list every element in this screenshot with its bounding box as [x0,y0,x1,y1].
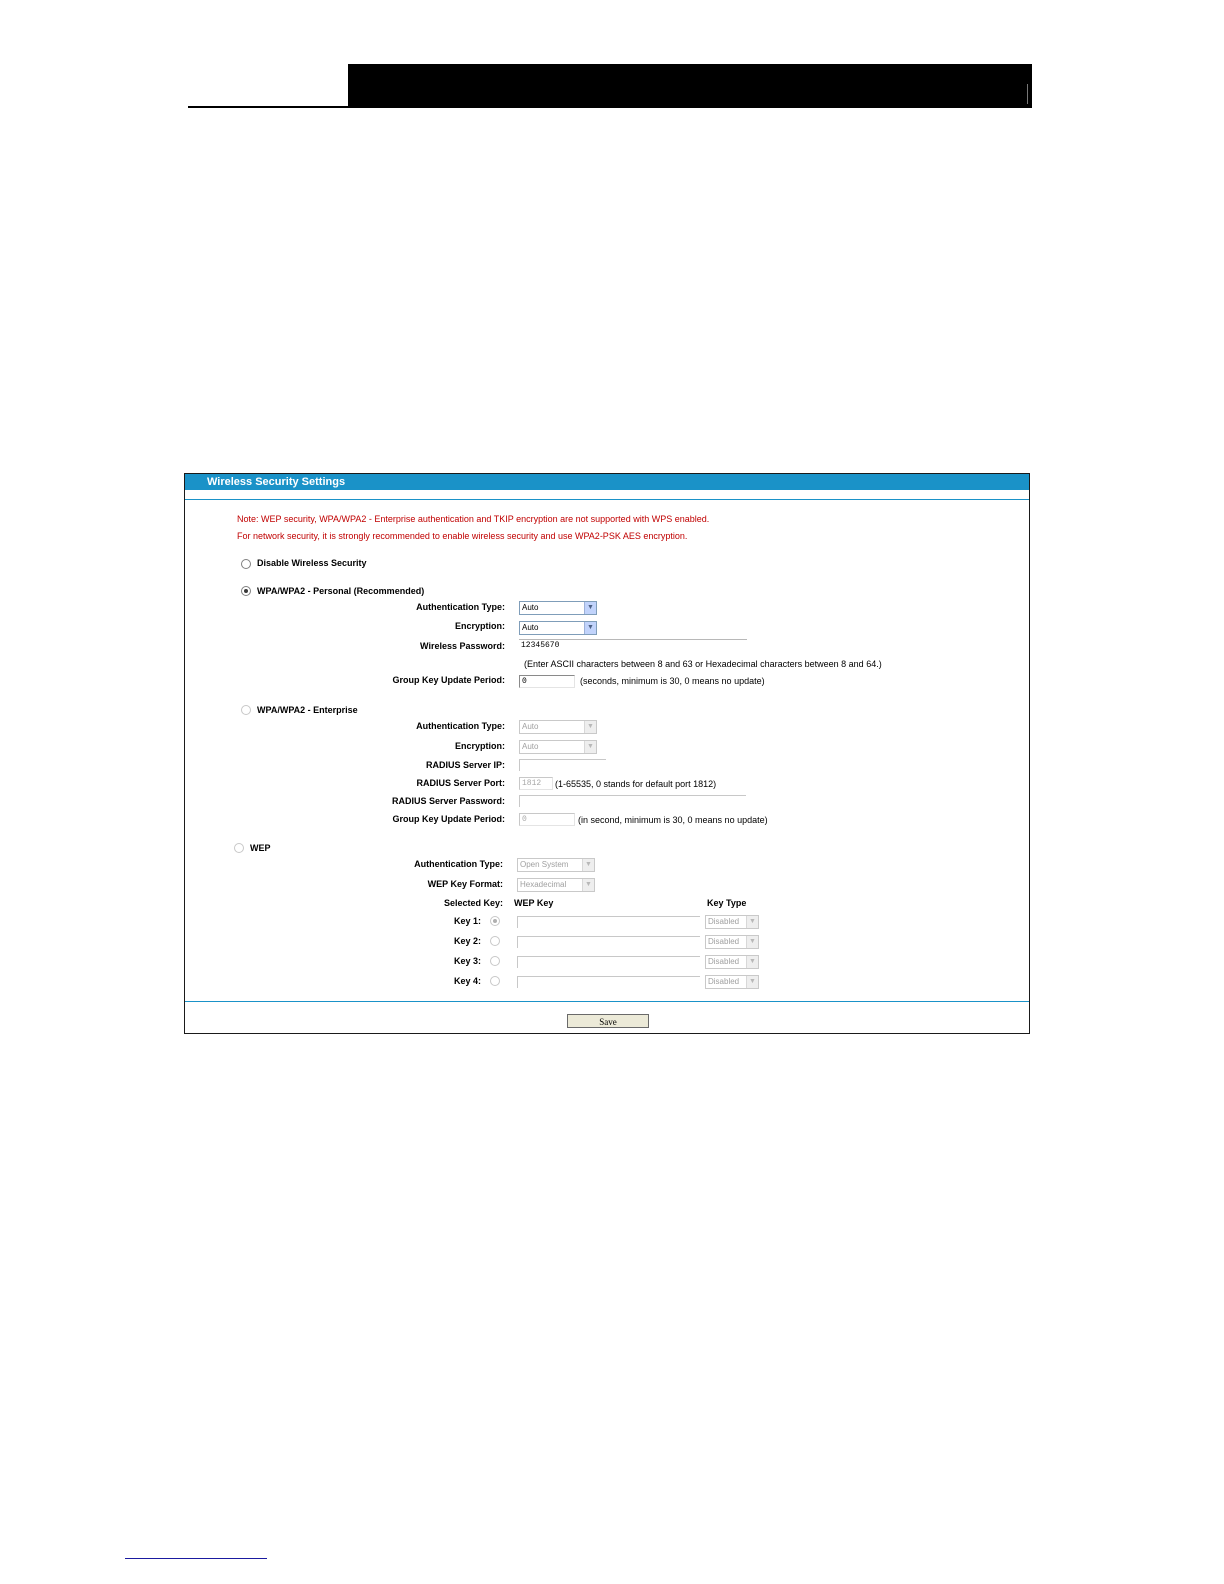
security-recommendation-note: For network security, it is strongly recommended to enable wireless security and use WPA2-PSK AES encryption. [237,531,688,541]
wireless-password-label: Wireless Password: [420,641,505,651]
chevron-down-icon: ▼ [584,721,596,733]
key-2-radio[interactable] [490,936,500,946]
wpa-enterprise-label: WPA/WPA2 - Enterprise [257,705,358,715]
key-2-label: Key 2: [453,936,481,946]
enterprise-auth-type-label: Authentication Type: [416,721,505,731]
key-4-label: Key 4: [453,976,481,986]
wpa-personal-radio[interactable] [241,586,251,596]
wep-key-format-value: Hexadecimal [520,880,567,889]
chevron-down-icon: ▼ [582,859,594,871]
panel-title-bar [185,474,1029,490]
key-3-type-select[interactable] [705,955,759,969]
key-2-type-value: Disabled [708,937,740,946]
key-3-radio[interactable] [490,956,500,966]
key-2-type-select[interactable] [705,935,759,949]
radius-port-input[interactable]: 1812 [519,777,553,790]
key-1-input[interactable] [517,916,700,928]
personal-auth-type-select[interactable] [519,601,597,615]
wep-label: WEP [250,843,271,853]
personal-auth-type-label: Authentication Type: [416,602,505,612]
wps-note: Note: WEP security, WPA/WPA2 - Enterprise authentication and TKIP encryption are not supported with WPS enabled. [237,514,710,524]
chevron-down-icon: ▼ [746,936,758,948]
chevron-down-icon: ▼ [584,622,596,634]
chevron-down-icon: ▼ [746,916,758,928]
enterprise-encryption-select[interactable] [519,740,597,754]
key-1-radio[interactable] [490,916,500,926]
selected-key-label: Selected Key: [443,898,503,908]
radius-port-label: RADIUS Server Port: [416,778,505,788]
header-bar-tick [1027,84,1028,104]
chevron-down-icon: ▼ [584,602,596,614]
document-header-rule [188,106,1032,108]
radius-ip-input[interactable] [519,759,606,771]
enterprise-encryption-label: Encryption: [454,741,505,751]
personal-encryption-value: Auto [522,623,539,632]
key-type-header: Key Type [707,898,747,908]
radius-port-hint: (1-65535, 0 stands for default port 1812) [555,779,717,789]
radius-password-input[interactable] [519,795,746,807]
chevron-down-icon: ▼ [746,956,758,968]
key-3-type-value: Disabled [708,957,740,966]
enterprise-encryption-value: Auto [522,742,539,751]
chevron-down-icon: ▼ [584,741,596,753]
document-header-bar [348,64,1032,108]
personal-group-key-hint: (seconds, minimum is 30, 0 means no update) [580,676,765,686]
key-4-type-select[interactable] [705,975,759,989]
wep-auth-type-select[interactable] [517,858,595,872]
key-2-input[interactable] [517,936,700,948]
wpa-enterprise-radio[interactable] [241,705,251,715]
disable-security-label: Disable Wireless Security [257,558,367,568]
wpa-personal-label: WPA/WPA2 - Personal (Recommended) [257,586,425,596]
radius-ip-label: RADIUS Server IP: [425,760,505,770]
wep-auth-type-value: Open System [520,860,569,869]
wep-key-header: WEP Key [514,898,554,908]
panel-title: Wireless Security Settings [207,476,346,488]
panel-footer-divider [185,1001,1029,1002]
key-4-radio[interactable] [490,976,500,986]
wireless-password-input[interactable]: 12345670 [519,640,743,651]
save-button[interactable]: Save [567,1014,649,1028]
key-4-input[interactable] [517,976,700,988]
enterprise-group-key-input[interactable]: 0 [519,813,575,826]
personal-group-key-label: Group Key Update Period: [392,675,505,685]
document-footer-rule [125,1558,267,1559]
personal-group-key-input[interactable]: 0 [519,675,575,688]
wep-auth-type-label: Authentication Type: [414,859,503,869]
personal-encryption-select[interactable] [519,621,597,635]
disable-security-radio[interactable] [241,559,251,569]
enterprise-group-key-hint: (in second, minimum is 30, 0 means no update) [578,815,768,825]
enterprise-auth-type-value: Auto [522,722,539,731]
key-1-type-select[interactable] [705,915,759,929]
wep-key-format-label: WEP Key Format: [427,879,503,889]
personal-encryption-label: Encryption: [454,621,505,631]
chevron-down-icon: ▼ [582,879,594,891]
wireless-password-hint: (Enter ASCII characters between 8 and 63 or Hexadecimal characters between 8 and 64.) [524,659,882,669]
wep-key-format-select[interactable] [517,878,595,892]
key-3-input[interactable] [517,956,700,968]
enterprise-group-key-label: Group Key Update Period: [392,814,505,824]
chevron-down-icon: ▼ [746,976,758,988]
wep-radio[interactable] [234,843,244,853]
title-divider [185,499,1029,500]
personal-auth-type-value: Auto [522,603,539,612]
wireless-security-panel [184,473,1030,1034]
key-3-label: Key 3: [453,956,481,966]
key-4-type-value: Disabled [708,977,740,986]
radius-password-label: RADIUS Server Password: [391,796,505,806]
key-1-type-value: Disabled [708,917,740,926]
key-1-label: Key 1: [453,916,481,926]
enterprise-auth-type-select[interactable] [519,720,597,734]
